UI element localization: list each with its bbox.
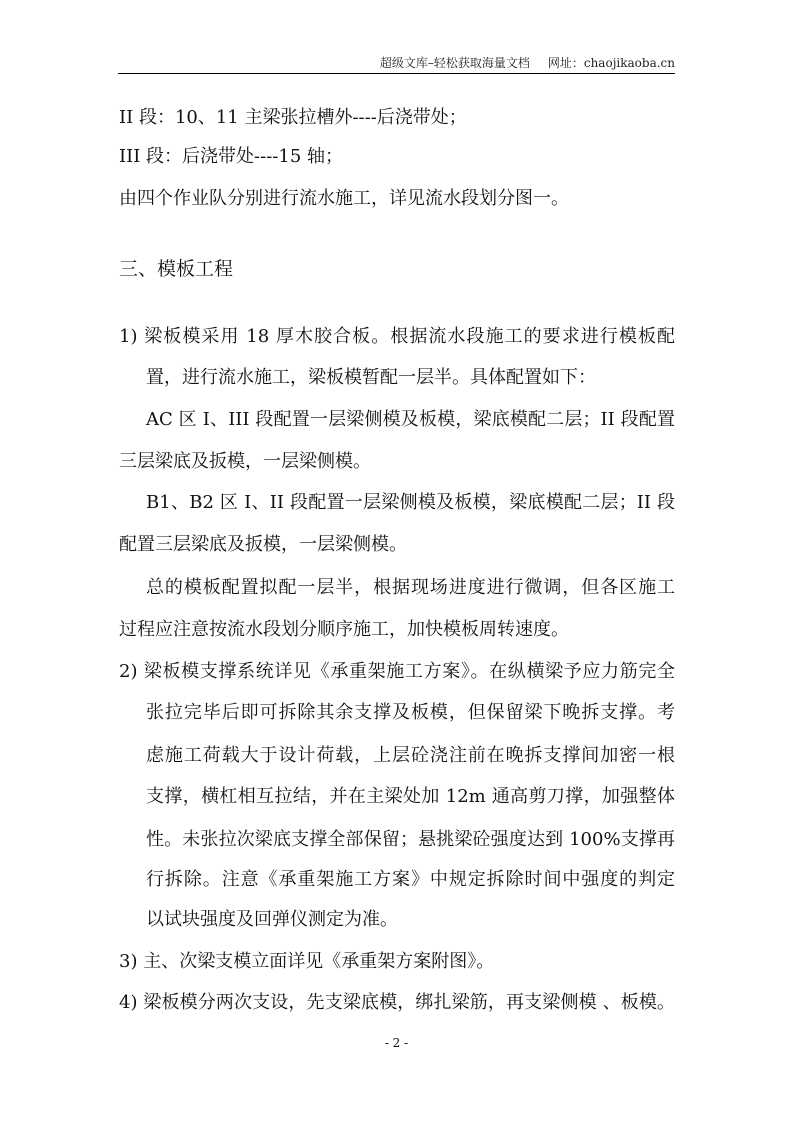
text-line: B1、B2 区 I、II 段配置一层梁侧模及板模，梁底模配二层；II 段 xyxy=(146,492,675,513)
text-line: 性。未张拉次梁底支撑全部保留；悬挑梁砼强度达到 100%支撑再 xyxy=(146,829,675,850)
text-line: III 段：后浇带处----15 轴； xyxy=(119,146,344,167)
text-line: II 段：10、11 主梁张拉槽外----后浇带处； xyxy=(119,107,467,128)
page-header xyxy=(362,54,675,71)
text-line: 4) 梁板模分两次支设，先支梁底模，绑扎梁筋，再支梁侧模 、板模。 xyxy=(119,992,675,1013)
text-line: AC 区 I、III 段配置一层梁侧模及板模，梁底模配二层；II 段配置 xyxy=(146,409,675,430)
text-line: 过程应注意按流水段划分顺序施工，加快模板周转速度。 xyxy=(119,619,569,640)
header-url: 网址：chaojikaoba.cn xyxy=(547,56,675,70)
text-line: 虑施工荷载大于设计荷载，上层砼浇注前在晚拆支撑间加密一根 xyxy=(146,745,675,766)
text-line: 3) 主、次梁支模立面详见《承重架方案附图》。 xyxy=(119,951,495,972)
text-line: 张拉完毕后即可拆除其余支撑及板模，但保留梁下晚拆支撑。考 xyxy=(146,702,675,723)
header-rule xyxy=(118,73,675,74)
header-site: 超级文库–轻松获取海量文档 xyxy=(379,56,530,70)
section-heading: 三、模板工程 xyxy=(119,258,234,280)
text-line: 1) 梁板模采用 18 厚木胶合板。根据流水段施工的要求进行模板配 xyxy=(119,326,675,347)
text-line: 2) 梁板模支撑系统详见《承重架施工方案》。在纵横梁予应力筋完全 xyxy=(119,661,675,682)
text-line: 以试块强度及回弹仪测定为准。 xyxy=(146,909,398,930)
text-line: 由四个作业队分别进行流水施工，详见流水段划分图一。 xyxy=(119,188,569,209)
text-line: 配置三层梁底及扳模，一层梁侧模。 xyxy=(119,534,407,555)
page-number: - 2 - xyxy=(384,1036,409,1050)
text-line: 总的模板配置拟配一层半，根据现场进度进行微调，但各区施工 xyxy=(146,577,675,598)
text-line: 置，进行流水施工，梁板模暂配一层半。具体配置如下： xyxy=(146,367,596,388)
text-line: 支撑，横杠相互拉结，并在主梁处加 12m 通高剪刀撑，加强整体 xyxy=(146,786,675,807)
text-line: 三层梁底及扳模，一层梁侧模。 xyxy=(119,451,371,472)
text-line: 行拆除。注意《承重架施工方案》中规定拆除时间中强度的判定 xyxy=(146,869,675,890)
